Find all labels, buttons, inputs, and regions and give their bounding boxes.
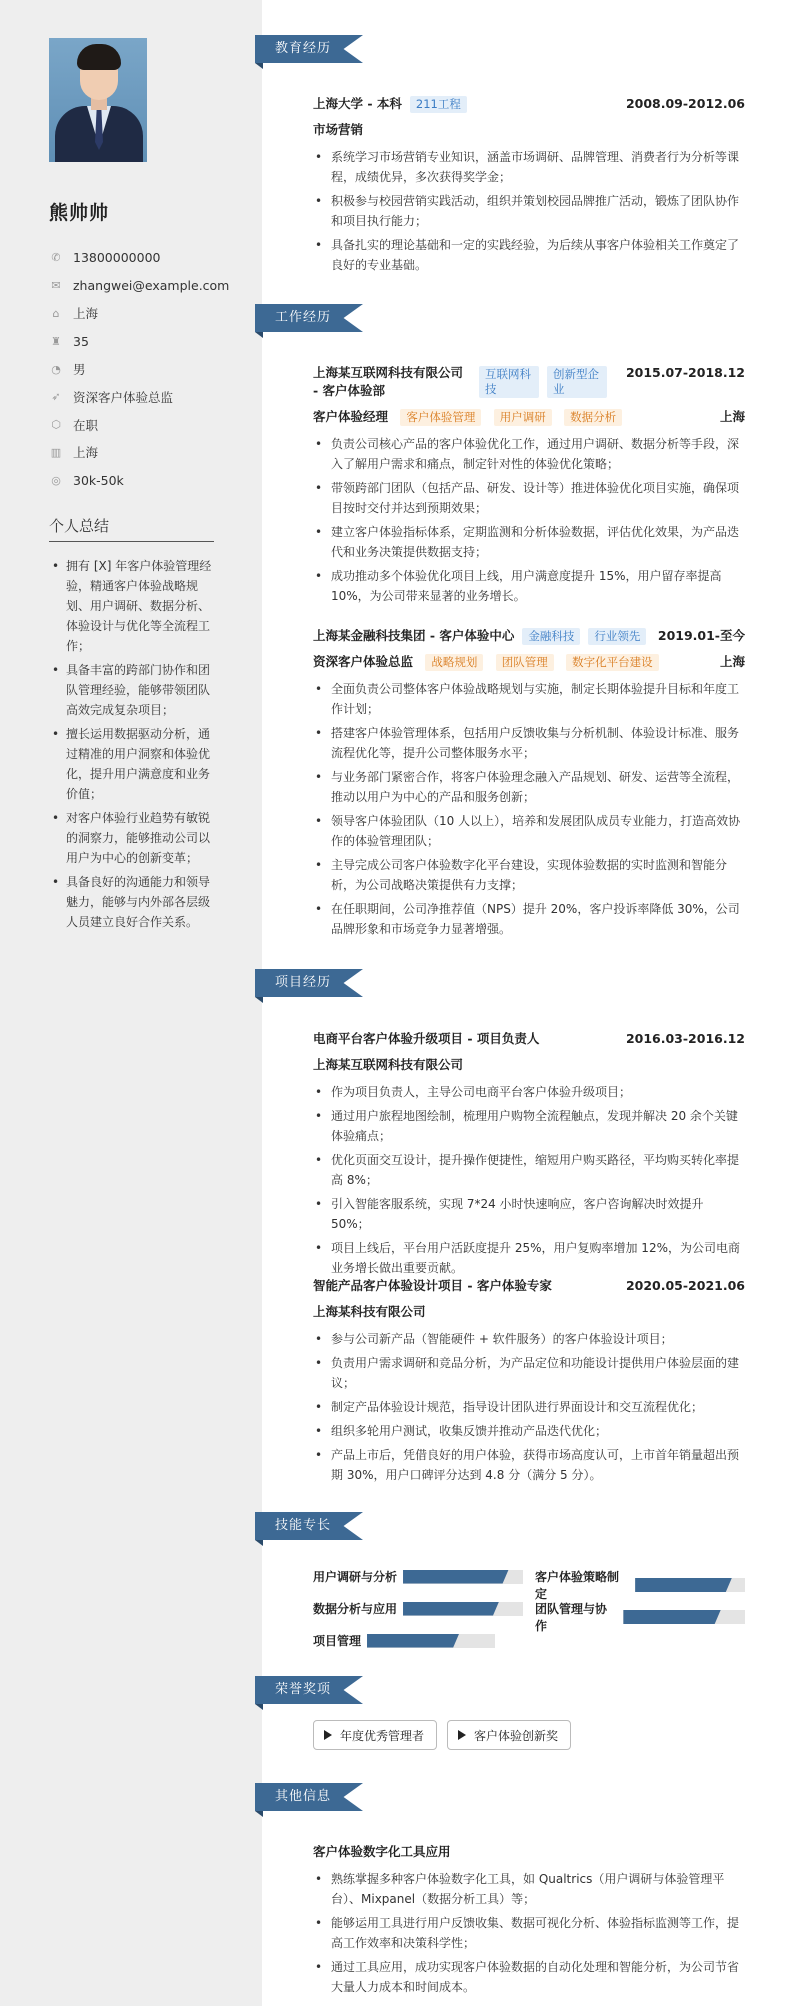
project-date: 2020.05-2021.06 xyxy=(625,1278,745,1293)
major: 市场营销 xyxy=(313,122,364,137)
section-title: 荣誉奖项 xyxy=(275,1682,332,1697)
work-city: 上海 xyxy=(719,409,745,424)
bullet: • 领导客户体验团队（10 人以上），培养和发展团队成员专业能力，打造高效协作的体验管理团队； xyxy=(313,811,745,851)
play-icon xyxy=(324,1730,332,1740)
skill-tag: 用户调研 xyxy=(494,409,552,426)
target-position-text: 资深客户体验总监 xyxy=(73,389,174,405)
email-text: zhangwei@example.com xyxy=(73,278,230,294)
skill-item xyxy=(313,1632,495,1649)
project-date: 2016.03-2016.12 xyxy=(625,1031,745,1046)
skill-bar xyxy=(367,1634,495,1648)
hometown-text: 上海 xyxy=(73,306,99,322)
city-icon: ▥ xyxy=(50,445,62,459)
job-role: 资深客户体验总监 xyxy=(313,654,414,669)
salary-text: 30k-50k xyxy=(73,472,124,488)
company-name: 上海某金融科技集团 - 客户体验中心 xyxy=(313,628,515,643)
summary-list xyxy=(49,556,219,936)
work-date: 2015.07-2018.12 xyxy=(625,365,745,380)
contact-info-list xyxy=(49,244,229,494)
info-gender xyxy=(49,355,229,383)
skill-name: 数据分析与应用 xyxy=(313,1602,398,1616)
bullet: • 作为项目负责人，主导公司电商平台客户体验升级项目； xyxy=(313,1082,745,1102)
section-header-other xyxy=(255,1783,363,1811)
info-age xyxy=(49,327,229,355)
job-role: 客户体验经理 xyxy=(313,409,389,424)
skill-bar-fill xyxy=(403,1570,509,1584)
age-icon: ♜ xyxy=(51,334,61,348)
bullet: • 制定产品体验设计规范，指导设计团队进行界面设计和交互流程优化； xyxy=(313,1397,745,1417)
project-company: 上海某互联网科技有限公司 xyxy=(313,1057,464,1072)
bullet: • 在任职期间，公司净推荐值（NPS）提升 20%，客户投诉率降低 30%，公司品牌形象和市场竞争力显著增强。 xyxy=(313,899,745,939)
section-title: 项目经历 xyxy=(275,975,332,990)
status-icon: ⬡ xyxy=(51,418,61,432)
bullet: • 产品上市后，凭借良好的用户体验，获得市场高度认可，上市首年销量超出预期 30%，用户口碑评分达到 4.8 分（满分 5 分）。 xyxy=(313,1445,745,1485)
info-salary xyxy=(49,466,229,494)
bullet: • 负责公司核心产品的客户体验优化工作，通过用户调研、数据分析等手段，深入了解用户需求和痛点，制定针对性的体验优化策略； xyxy=(313,434,745,474)
info-email xyxy=(49,272,229,300)
section-title: 其他信息 xyxy=(275,1789,332,1804)
work-entry xyxy=(313,364,745,610)
other-title: 客户体验数字化工具应用 xyxy=(313,1844,451,1859)
skill-bar xyxy=(635,1578,745,1592)
summary-item: • 具备良好的沟通能力和领导魅力，能够与内外部各层级人员建立良好合作关系。 xyxy=(49,872,219,932)
target-position-icon: ➶ xyxy=(51,390,61,404)
skill-tag: 客户体验管理 xyxy=(400,409,481,426)
info-city xyxy=(49,439,229,467)
bullet: • 成功推动多个体验优化项目上线，用户满意度提升 15%，用户留存率提高 10%，为公司带来显著的业务增长。 xyxy=(313,566,745,606)
bullet: • 通过工具应用，成功实现客户体验数据的自动化处理和智能分析，为公司节省大量人力成本和时间成本。 xyxy=(313,1957,745,1997)
skill-tag: 数据分析 xyxy=(564,409,622,426)
mail-icon: ✉ xyxy=(51,279,61,293)
skill-tag: 团队管理 xyxy=(496,654,554,671)
summary-title: 个人总结 xyxy=(49,517,110,535)
award-badge xyxy=(313,1720,437,1750)
company-tag: 互联网科技 xyxy=(479,366,539,398)
education-date: 2008.09-2012.06 xyxy=(625,96,745,111)
summary-item: • 对客户体验行业趋势有敏锐的洞察力，能够推动公司以用户为中心的创新变革； xyxy=(49,808,219,868)
skill-name: 用户调研与分析 xyxy=(313,1570,398,1584)
skill-bar xyxy=(403,1570,523,1584)
section-header-education xyxy=(255,35,363,63)
section-header-awards xyxy=(255,1676,363,1704)
summary-item: • 擅长运用数据驱动分析，通过精准的用户洞察和体验优化，提升用户满意度和业务价值； xyxy=(49,724,219,804)
profile-photo xyxy=(49,38,147,162)
company-name: 上海某互联网科技有限公司 - 客户体验部 xyxy=(313,365,464,398)
awards-list xyxy=(313,1720,581,1750)
award-name: 年度优秀管理者 xyxy=(340,1728,425,1743)
phone-text: 13800000000 xyxy=(73,250,161,266)
skill-bar xyxy=(623,1610,745,1624)
bullet: • 积极参与校园营销实践活动，组织并策划校园品牌推广活动，锻炼了团队协作和项目执行能力； xyxy=(313,191,745,231)
status-text: 在职 xyxy=(73,417,99,433)
home-icon: ⌂ xyxy=(52,306,60,320)
info-phone xyxy=(49,244,229,272)
project-title: 智能产品客户体验设计项目 - 客户体验专家 xyxy=(313,1278,552,1293)
summary-item: • 具备丰富的跨部门协作和团队管理经验，能够带领团队高效完成复杂项目； xyxy=(49,660,219,720)
info-hometown xyxy=(49,300,229,328)
work-date: 2019.01-至今 xyxy=(657,628,745,643)
summary-item: • 拥有 [X] 年客户体验管理经验，精通客户体验战略规划、用户调研、数据分析、体验设计与优化等全流程工作； xyxy=(49,556,219,656)
salary-icon: ◎ xyxy=(51,473,61,487)
school-tag: 211工程 xyxy=(410,96,467,113)
skill-item xyxy=(313,1568,523,1585)
skill-name: 项目管理 xyxy=(313,1634,362,1648)
skill-name: 客户体验策略制定 xyxy=(535,1570,620,1601)
play-icon xyxy=(458,1730,466,1740)
award-name: 客户体验创新奖 xyxy=(474,1728,559,1743)
bullet: • 能够运用工具进行用户反馈收集、数据可视化分析、体验指标监测等工作，提高工作效率和决策科学性； xyxy=(313,1913,745,1953)
company-tag: 行业领先 xyxy=(588,628,646,645)
sidebar xyxy=(0,0,262,2006)
skill-bar-fill xyxy=(367,1634,459,1648)
project-title: 电商平台客户体验升级项目 - 项目负责人 xyxy=(313,1031,540,1046)
project-entry xyxy=(313,1030,745,1282)
company-tag: 创新型企业 xyxy=(547,366,607,398)
city-text: 上海 xyxy=(73,445,99,461)
work-entry xyxy=(313,627,745,943)
work-city: 上海 xyxy=(719,654,745,669)
bullet: • 引入智能客服系统，实现 7*24 小时快速响应，客户咨询解决时效提升 50%； xyxy=(313,1194,745,1234)
phone-icon: ✆ xyxy=(51,251,61,265)
bullet: • 组织多轮用户测试，收集反馈并推动产品迭代优化； xyxy=(313,1421,745,1441)
skill-item xyxy=(535,1568,745,1602)
bullet: • 建立客户体验指标体系，定期监测和分析体验数据，评估优化效果，为产品迭代和业务决策提供数据支持； xyxy=(313,522,745,562)
other-entry xyxy=(313,1843,745,2001)
summary-divider xyxy=(49,541,214,542)
skill-name: 团队管理与协作 xyxy=(535,1602,608,1633)
award-badge xyxy=(447,1720,571,1750)
info-target-position xyxy=(49,383,229,411)
company-tag: 金融科技 xyxy=(522,628,580,645)
bullet: • 搭建客户体验管理体系，包括用户反馈收集与分析机制、体验设计标准、服务流程优化等，提升公司整体服务水平； xyxy=(313,723,745,763)
section-header-work xyxy=(255,304,363,332)
education-entry xyxy=(313,95,745,279)
bullet: • 全面负责公司整体客户体验战略规划与实施，制定长期体验提升目标和年度工作计划； xyxy=(313,679,745,719)
bullet: • 通过用户旅程地图绘制，梳理用户购物全流程触点，发现并解决 20 余个关键体验痛点； xyxy=(313,1106,745,1146)
bullet: • 主导完成公司客户体验数字化平台建设，实现体验数据的实时监测和智能分析，为公司战略决策提供有力支撑； xyxy=(313,855,745,895)
skill-item xyxy=(535,1600,745,1634)
skill-bar-fill xyxy=(635,1578,732,1592)
skill-bar-fill xyxy=(623,1610,720,1624)
info-status xyxy=(49,411,229,439)
section-header-skills xyxy=(255,1512,363,1540)
project-entry xyxy=(313,1277,745,1489)
gender-text: 男 xyxy=(73,362,86,378)
bullet: • 系统学习市场营销专业知识，涵盖市场调研、品牌管理、消费者行为分析等课程，成绩优异，多次获得奖学金； xyxy=(313,147,745,187)
skill-tag: 数字化平台建设 xyxy=(566,654,659,671)
bullet: • 与业务部门紧密合作，将客户体验理念融入产品规划、研发、运营等全流程，推动以用户为中心的产品和服务创新； xyxy=(313,767,745,807)
section-title: 技能专长 xyxy=(275,1518,332,1533)
age-text: 35 xyxy=(73,333,89,349)
bullet: • 项目上线后，平台用户活跃度提升 25%，用户复购率增加 12%，为公司电商业务增长做出重要贡献。 xyxy=(313,1238,745,1278)
candidate-name: 熊帅帅 xyxy=(49,202,110,224)
section-title: 教育经历 xyxy=(275,41,332,56)
skill-tag: 战略规划 xyxy=(425,654,483,671)
bullet: • 具备扎实的理论基础和一定的实践经验，为后续从事客户体验相关工作奠定了良好的专业基础。 xyxy=(313,235,745,275)
section-header-projects xyxy=(255,969,363,997)
project-company: 上海某科技有限公司 xyxy=(313,1304,426,1319)
bullet: • 带领跨部门团队（包括产品、研发、设计等）推进体验优化项目实施，确保项目按时交付并达到预期效果； xyxy=(313,478,745,518)
bullet: • 负责用户需求调研和竞品分析，为产品定位和功能设计提供用户体验层面的建议； xyxy=(313,1353,745,1393)
bullet: • 优化页面交互设计，提升操作便捷性，缩短用户购买路径，平均购买转化率提高 8%； xyxy=(313,1150,745,1190)
gender-icon: ◔ xyxy=(51,362,61,376)
bullet: • 熟练掌握多种客户体验数字化工具，如 Qualtrics（用户调研与体验管理平台）、Mixpanel（数据分析工具）等； xyxy=(313,1869,745,1909)
bullet: • 参与公司新产品（智能硬件 + 软件服务）的客户体验设计项目； xyxy=(313,1329,745,1349)
section-title: 工作经历 xyxy=(275,310,332,325)
skill-bar xyxy=(403,1602,523,1616)
school-name: 上海大学 - 本科 xyxy=(313,96,402,111)
skill-item xyxy=(313,1600,523,1617)
skill-bar-fill xyxy=(403,1602,499,1616)
